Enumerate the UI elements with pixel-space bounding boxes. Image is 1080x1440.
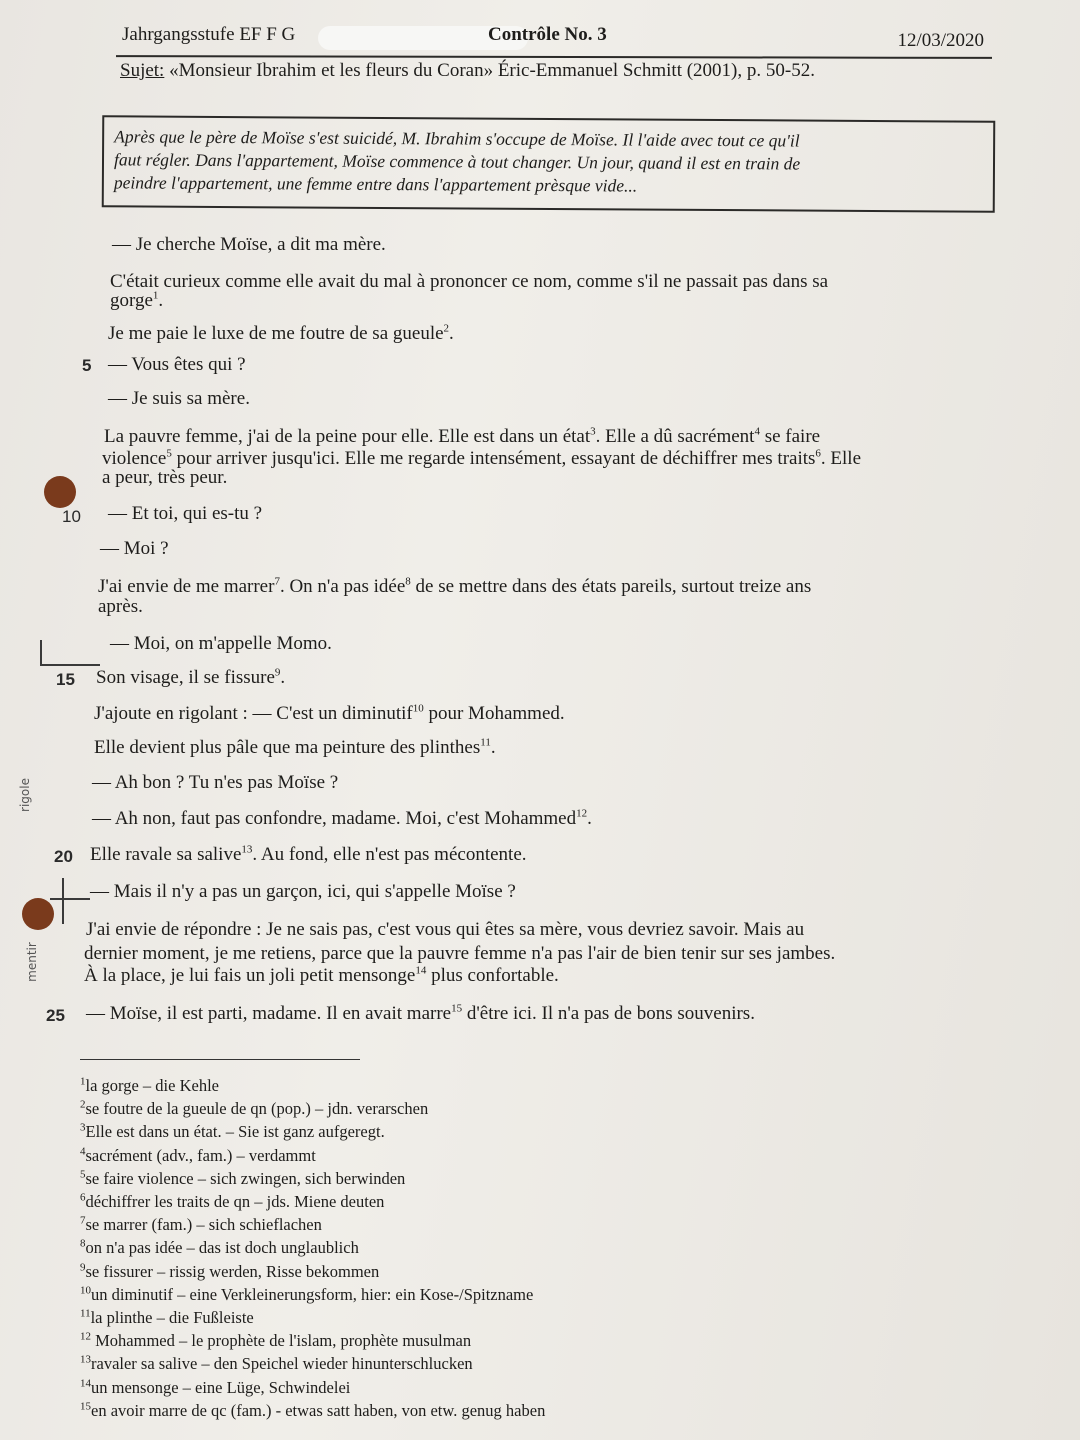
- footnote-ref: 10: [412, 702, 424, 715]
- footnote-number: 15: [80, 1400, 91, 1413]
- line-number: 5: [82, 356, 92, 375]
- exam-date: 12/03/2020: [897, 30, 984, 51]
- footnote-text: Mohammed – le prophète de l'islam, prophète musulman: [91, 1331, 472, 1351]
- footnote-text: ravaler sa salive – den Speichel wieder hinunterschlucken: [91, 1354, 473, 1374]
- passage-line: J'ai envie de répondre : Je ne sais pas, c'est vous qui êtes sa mère, vous devriez savoir. Mais au: [86, 919, 805, 940]
- footnote-ref: 14: [415, 964, 427, 977]
- passage-text: . On n'a pas idée: [279, 576, 406, 597]
- passage-text: . Elle a dû sacrément: [595, 426, 755, 447]
- red-sticker-dot: [44, 476, 76, 508]
- footnote-number: 3: [80, 1121, 86, 1134]
- passage-line: [92, 808, 592, 830]
- footnote-ref: 8: [405, 575, 411, 588]
- footnote-number: 13: [80, 1353, 91, 1366]
- passage-text: — Ah non, faut pas confondre, madame. Moi, c'est Mohammed: [92, 808, 577, 829]
- footnote: [80, 1283, 545, 1306]
- footnote: [80, 1306, 545, 1329]
- footnote-ref: 13: [241, 843, 253, 856]
- passage-line: — Je cherche Moïse, a dit ma mère.: [112, 234, 386, 255]
- passage-line: dernier moment, je me retiens, parce que la pauvre femme n'a pas l'air de bien tenir sur ses jambes.: [84, 943, 836, 964]
- subject-line: [120, 60, 815, 82]
- footnote-text: en avoir marre de qc (fam.) - etwas satt haben, von etw. genug haben: [91, 1400, 546, 1420]
- passage-line: [86, 1003, 755, 1025]
- footnote: [80, 1376, 545, 1399]
- footnote-ref: 4: [754, 425, 760, 438]
- footnote: [80, 1074, 545, 1097]
- punctuation: .: [490, 737, 496, 758]
- passage-text: gorge: [110, 290, 153, 311]
- passage-text: Elle ravale sa salive: [90, 844, 242, 865]
- footnote-text: se faire violence – sich zwingen, sich berwinden: [85, 1168, 406, 1188]
- passage-line: [110, 290, 163, 312]
- footnote-number: 8: [80, 1237, 86, 1250]
- line-number: 20: [54, 847, 73, 866]
- passage-text: pour arriver jusqu'ici. Elle me regarde intensément, essayant de déchiffrer mes traits: [171, 448, 816, 469]
- footnote-number: 9: [80, 1261, 86, 1274]
- footnote-number: 12: [80, 1330, 91, 1343]
- line-number: 10: [62, 507, 81, 526]
- passage-line: après.: [98, 596, 143, 617]
- exam-title: Contrôle No. 3: [488, 24, 607, 45]
- passage-text: À la place, je lui fais un joli petit mensonge: [84, 965, 416, 986]
- handwritten-note: mentir: [24, 942, 39, 982]
- footnote: [80, 1352, 545, 1375]
- footnote-ref: 12: [576, 807, 588, 820]
- passage-text: . Au fond, elle n'est pas mécontente.: [252, 844, 527, 865]
- passage-line: [96, 667, 285, 689]
- footnote-number: 1: [80, 1075, 86, 1088]
- footnote-text: sacrément (adv., fam.) – verdammt: [85, 1145, 316, 1165]
- line-number: 25: [46, 1006, 65, 1025]
- passage-line: C'était curieux comme elle avait du mal à prononcer ce nom, comme s'il ne passait pas dans sa: [110, 271, 829, 292]
- subject-label: Sujet:: [120, 60, 165, 81]
- passage-text: — Moïse, il est parti, madame. Il en avait marre: [86, 1003, 452, 1024]
- passage-text: Son visage, il se fissure: [96, 667, 275, 688]
- footnote: [80, 1399, 545, 1422]
- footnote-number: 7: [80, 1214, 86, 1227]
- footnote-text: Elle est dans un état. – Sie ist ganz aufgeregt.: [85, 1122, 385, 1142]
- passage-line: — Ah bon ? Tu n'es pas Moïse ?: [92, 772, 339, 793]
- passage-text: de se mettre dans des états pareils, surtout treize ans: [410, 576, 812, 597]
- punctuation: .: [449, 323, 454, 344]
- footnote-text: se fissurer – rissig werden, Risse bekommen: [85, 1261, 380, 1281]
- punctuation: .: [158, 290, 164, 311]
- footnote: [80, 1260, 545, 1283]
- footnote-ref: 6: [815, 447, 821, 460]
- red-sticker-dot: [22, 898, 54, 930]
- passage-line: [90, 844, 527, 866]
- footnote-text: déchiffrer les traits de qn – jds. Miene deuten: [85, 1192, 385, 1212]
- punctuation: .: [280, 667, 286, 688]
- footnote-text: se marrer (fam.) – sich schieflachen: [85, 1215, 322, 1235]
- passage-text: violence: [102, 448, 167, 469]
- margin-vertical-mark: [62, 878, 66, 924]
- footnote: [80, 1329, 545, 1352]
- header-rule: [116, 55, 992, 59]
- footnote-ref: 11: [480, 736, 491, 749]
- passage-text: . Elle: [820, 448, 862, 469]
- footnotes: [80, 1074, 545, 1422]
- margin-horizontal-mark: [50, 898, 90, 900]
- footnote: [80, 1213, 545, 1236]
- footnote-text: un diminutif – eine Verkleinerungsform, hier: ein Kose-/Spitzname: [91, 1284, 534, 1304]
- footnote: [80, 1144, 545, 1167]
- punctuation: .: [587, 808, 592, 829]
- footnote-ref: 15: [451, 1002, 463, 1015]
- passage-text: plus confortable.: [426, 965, 559, 986]
- footnote-number: 5: [80, 1168, 86, 1181]
- header: [122, 24, 988, 54]
- passage-line: — Mais il n'y a pas un garçon, ici, qui s'appelle Moïse ?: [90, 881, 516, 902]
- passage-line: [94, 737, 496, 759]
- footnote: [80, 1190, 545, 1213]
- footnote-rule: [80, 1059, 360, 1060]
- intro-line: Après que le père de Moïse s'est suicidé, M. Ibrahim s'occupe de Moïse. Il l'aide avec tout ce qu'il: [114, 126, 800, 151]
- passage-line: [108, 323, 454, 345]
- class-label: Jahrgangsstufe EF F G: [122, 24, 296, 45]
- intro-box: [102, 115, 996, 212]
- margin-bracket-mark: [40, 640, 100, 666]
- footnote-number: 2: [80, 1098, 86, 1111]
- passage-line: — Moi, on m'appelle Momo.: [110, 633, 332, 654]
- footnote-number: 6: [80, 1191, 86, 1204]
- footnote-ref: 3: [590, 425, 596, 438]
- passage-text: J'ajoute en rigolant : — C'est un diminutif: [94, 703, 413, 724]
- passage-text: La pauvre femme, j'ai de la peine pour elle. Elle est dans un état: [104, 426, 591, 447]
- footnote: [80, 1167, 545, 1190]
- passage-line: [94, 703, 565, 725]
- passage-text: Je me paie le luxe de me foutre de sa gueule: [108, 323, 444, 344]
- passage-text: d'être ici. Il n'a pas de bons souvenirs.: [462, 1003, 755, 1024]
- passage-line: [84, 965, 559, 987]
- passage-line: — Et toi, qui es-tu ?: [108, 503, 263, 524]
- footnote-ref: 7: [274, 575, 280, 588]
- footnote-text: on n'a pas idée – das ist doch unglaublich: [85, 1238, 359, 1258]
- footnote-number: 11: [80, 1307, 91, 1320]
- passage-text: Elle devient plus pâle que ma peinture des plinthes: [94, 737, 481, 758]
- line-number: 15: [56, 670, 75, 689]
- intro-line: faut régler. Dans l'appartement, Moïse commence à tout changer. Un jour, quand il est en train de: [113, 149, 801, 174]
- passage-text: J'ai envie de me marrer: [98, 576, 275, 597]
- footnote-ref: 9: [274, 666, 281, 679]
- footnote-ref: 2: [443, 322, 450, 335]
- handwritten-note: rigole: [17, 778, 32, 812]
- footnote-number: 4: [80, 1145, 86, 1158]
- footnote-ref: 1: [152, 289, 159, 302]
- footnote-text: un mensonge – eine Lüge, Schwindelei: [91, 1377, 351, 1397]
- passage-text: se faire: [759, 426, 821, 447]
- passage-line: [104, 426, 820, 448]
- passage-line: — Je suis sa mère.: [108, 388, 250, 409]
- subject-text: «Monsieur Ibrahim et les fleurs du Coran» Éric-Emmanuel Schmitt (2001), p. 50-52.: [164, 60, 815, 81]
- footnote-text: la gorge – die Kehle: [85, 1076, 219, 1095]
- passage-line: — Vous êtes qui ?: [108, 354, 246, 375]
- footnote-text: se foutre de la gueule de qn (pop.) – jdn. verarschen: [85, 1099, 429, 1119]
- footnote-number: 10: [80, 1284, 91, 1297]
- footnote: [80, 1236, 545, 1259]
- intro-line: peindre l'appartement, une femme entre dans l'appartement prèsque vide...: [113, 172, 638, 196]
- footnote: [80, 1097, 545, 1120]
- footnote: [80, 1120, 545, 1143]
- footnote-text: la plinthe – die Fußleiste: [90, 1308, 254, 1328]
- passage-line: a peur, très peur.: [102, 467, 228, 488]
- passage-line: [98, 576, 811, 598]
- footnote-number: 14: [80, 1377, 91, 1390]
- passage-text: pour Mohammed.: [423, 703, 565, 724]
- passage-line: — Moi ?: [100, 538, 169, 559]
- footnote-ref: 5: [166, 447, 172, 460]
